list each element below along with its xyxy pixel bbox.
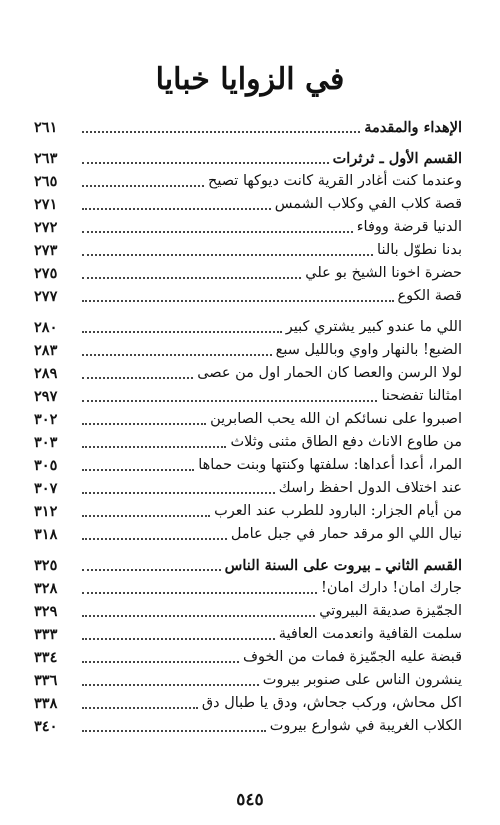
toc-entry-page: ٢٧٥ (34, 265, 58, 282)
toc-entry (34, 216, 462, 239)
toc-leader-dots (82, 239, 373, 262)
toc-leader-dots (82, 216, 353, 239)
toc-entry-title: من أيام الجزار: البارود للطرب عند العرب (214, 503, 462, 519)
toc-leader-dots (82, 193, 271, 216)
toc-entry-page: ٢٦٣ (34, 150, 58, 167)
toc-entry-page: ٢٧٢ (34, 219, 58, 236)
toc-entry (34, 285, 462, 308)
toc-entry-page: ٢٧١ (34, 196, 58, 213)
toc-entry-title: الكلاب الغريبة في شوارع بيروت (269, 718, 462, 734)
toc-entry-page: ٣٣٤ (34, 649, 58, 666)
toc-entry-page: ٣٠٢ (34, 411, 58, 428)
toc-entry-title: قصة كلاب الفي وكلاب الشمس (274, 196, 462, 212)
toc-leader-dots (82, 285, 394, 308)
toc-entry-page: ٣٢٩ (34, 603, 58, 620)
toc-entry-page: ٣١٨ (34, 526, 58, 543)
toc-entry (34, 262, 462, 285)
toc-entry (34, 715, 462, 738)
toc-entry-title: عند اختلاف الدول احفظ راسك (278, 480, 462, 496)
toc-entry-title: وعندما كنت أغادر القرية كانت ديوكها تصيح (207, 173, 462, 189)
toc-entry (34, 500, 462, 523)
toc-leader-dots (82, 646, 239, 669)
toc-entry (34, 193, 462, 216)
toc-entry-title: الجمّيزة صديقة البيروتي (319, 603, 462, 619)
toc-entry-page: ٣٢٥ (34, 557, 58, 574)
toc-leader-dots (82, 147, 329, 170)
toc-entry-page: ٣٣٣ (34, 626, 58, 643)
toc-entry (34, 623, 462, 646)
toc-entry-title: لولا الرسن والعصا كان الحمار اول من عصى (197, 365, 462, 381)
toc-entry-page: ٣٢٨ (34, 580, 58, 597)
toc-entry (34, 170, 462, 193)
toc-entry (34, 477, 462, 500)
toc-entry-title: بدنا نطوّل بالنا (377, 242, 462, 258)
toc-entry (34, 362, 462, 385)
toc-entry-page: ٣٣٨ (34, 695, 58, 712)
toc-entry-title: الدنيا قرضة ووفاء (356, 219, 462, 235)
toc-leader-dots (82, 339, 272, 362)
toc-leader-dots (82, 431, 226, 454)
toc-leader-dots (82, 454, 194, 477)
toc-entry (34, 669, 462, 692)
toc-leader-dots (82, 623, 275, 646)
toc-leader-dots (82, 600, 315, 623)
toc-entry-title: سلمت القافية وانعدمت العافية (278, 626, 462, 642)
toc-entry-title: امثالنا تفضحنا (381, 388, 462, 404)
toc-leader-dots (82, 316, 282, 339)
toc-entry-title: ينشرون الناس على صنوبر بيروت (262, 672, 462, 688)
toc-entry-title: القسم الأول ـ ثرثرات (332, 150, 462, 167)
toc-leader-dots (82, 116, 360, 139)
toc-entry-page: ٢٧٧ (34, 288, 58, 305)
toc-leader-dots (82, 554, 221, 577)
toc-entry (34, 385, 462, 408)
toc-entry (34, 431, 462, 454)
toc-leader-dots (82, 577, 317, 600)
toc-leader-dots (82, 715, 266, 738)
toc-entry-page: ٣٠٣ (34, 434, 58, 451)
toc-leader-dots (82, 500, 210, 523)
toc-entry (34, 454, 462, 477)
toc-entry-page: ٣٤٠ (34, 718, 58, 735)
toc-entry-page: ٢٧٣ (34, 242, 58, 259)
toc-entry (34, 408, 462, 431)
toc-entry-page: ٢٩٧ (34, 388, 58, 405)
toc-entry-title: قصة الكوع (397, 288, 462, 304)
table-of-contents (34, 116, 462, 738)
toc-leader-dots (82, 669, 259, 692)
toc-entry-page: ٣٣٦ (34, 672, 58, 689)
toc-entry (34, 692, 462, 715)
toc-entry-title: اصبروا على نسائكم ان الله يحب الصابرين (210, 411, 462, 427)
toc-entry-title: من طاوع الاناث دفع الطاق مثنى وثلاث (230, 434, 462, 450)
toc-entry-title: القسم الثاني ـ بيروت على السنة الناس (224, 557, 462, 574)
toc-entry (34, 316, 462, 339)
toc-entry-page: ٢٨٩ (34, 365, 58, 382)
toc-entry-title: قبضة عليه الجمّيزة فمات من الخوف (243, 649, 462, 665)
toc-entry-title: نيال اللي الو مرقد حمار في جبل عامل (230, 526, 462, 542)
toc-entry-title: اكل محاش، وركب جحاش، ودق يا طبال دق (201, 695, 462, 711)
toc-leader-dots (82, 408, 206, 431)
running-title: في الزوايا خبايا (155, 62, 345, 97)
toc-section-heading (34, 147, 462, 170)
toc-entry-page: ٣٠٧ (34, 480, 58, 497)
page-number: ٥٤٥ (236, 790, 264, 810)
toc-entry-page: ٣١٢ (34, 503, 58, 520)
toc-entry (34, 523, 462, 546)
toc-entry-page: ٢٨٣ (34, 342, 58, 359)
toc-entry (34, 577, 462, 600)
toc-leader-dots (82, 523, 227, 546)
toc-entry-page: ٢٦٥ (34, 173, 58, 190)
toc-entry (34, 239, 462, 262)
toc-section-heading (34, 554, 462, 577)
toc-entry-title: اللي ما عندو كبير يشتري كبير (285, 319, 462, 335)
toc-entry-page: ٢٨٠ (34, 319, 58, 336)
toc-entry-title: الضبع! بالنهار واوي وبالليل سبع (275, 342, 462, 358)
toc-entry-title: جارك امان! دارك امان! (321, 580, 462, 596)
toc-leader-dots (82, 262, 301, 285)
toc-entry-page: ٣٠٥ (34, 457, 58, 474)
toc-entry (34, 600, 462, 623)
toc-leader-dots (82, 692, 198, 715)
toc-entry-title: حضرة اخونا الشيخ بو علي (305, 265, 462, 281)
toc-entry (34, 646, 462, 669)
toc-entry-title: المرا، أعدا أعداها: سلفتها وكنتها وبنت حماها (198, 457, 462, 473)
toc-entry-page: ٢٦١ (34, 119, 58, 136)
toc-leader-dots (82, 385, 377, 408)
toc-entry (34, 339, 462, 362)
toc-leader-dots (82, 362, 193, 385)
toc-section-heading (34, 116, 462, 139)
toc-leader-dots (82, 477, 275, 500)
toc-entry-title: الإهداء والمقدمة (364, 119, 462, 136)
toc-leader-dots (82, 170, 204, 193)
